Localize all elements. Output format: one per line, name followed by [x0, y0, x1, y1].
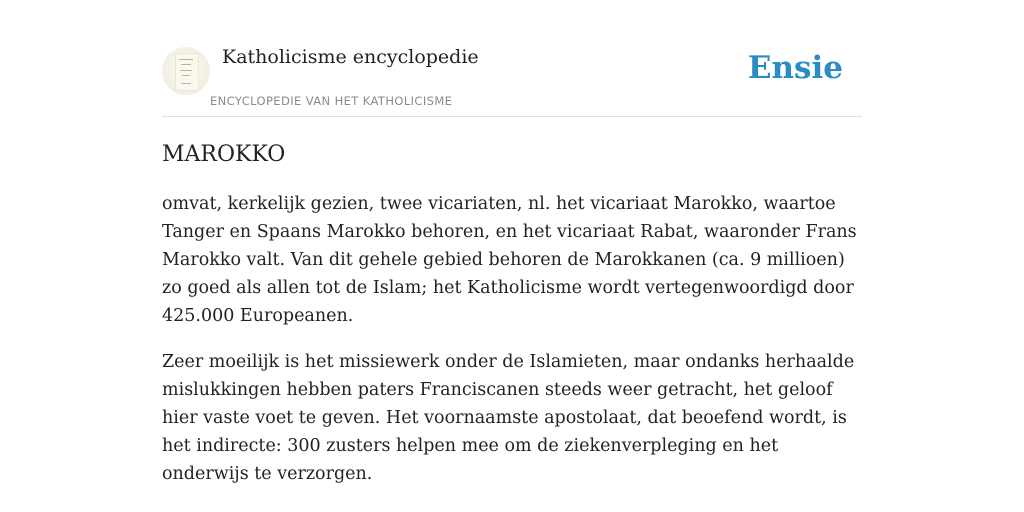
site-subtitle: ENCYCLOPEDIE VAN HET KATHOLICISME: [210, 94, 453, 108]
encyclopedia-cover-avatar[interactable]: [162, 47, 210, 95]
article-paragraph: Zeer moeilijk is het missiewerk onder de Islamieten, maar ondanks herhaalde mislukkingen hebben paters Franciscanen steeds weer getracht, het geloof hier vaste voet te geven. Het voornaamste apostolaat, dat beoefend wordt, is het indirecte: 300 zusters helpen mee om de ziekenverpleging en het onderwijs te verzorgen.: [162, 352, 855, 484]
article-title: MAROKKO: [162, 142, 286, 167]
book-cover-icon: [175, 53, 199, 91]
article-paragraph: omvat, kerkelijk gezien, twee vicariaten, nl. het vicariaat Marokko, waartoe Tanger en Spaans Marokko behoren, en het vicariaat Rabat, waaronder Frans Marokko valt. Van dit gehele gebied behoren de Marokkanen (ca. 9 millioen) zo goed als allen tot de Islam; het Katholicisme wordt vertegenwoordigd door 425.000 Europeanen.: [162, 194, 857, 326]
ensie-logo-link[interactable]: Ensie: [747, 50, 843, 86]
article: [162, 140, 862, 506]
site-title[interactable]: Katholicisme encyclopedie: [222, 46, 479, 68]
site-header: [162, 44, 862, 117]
